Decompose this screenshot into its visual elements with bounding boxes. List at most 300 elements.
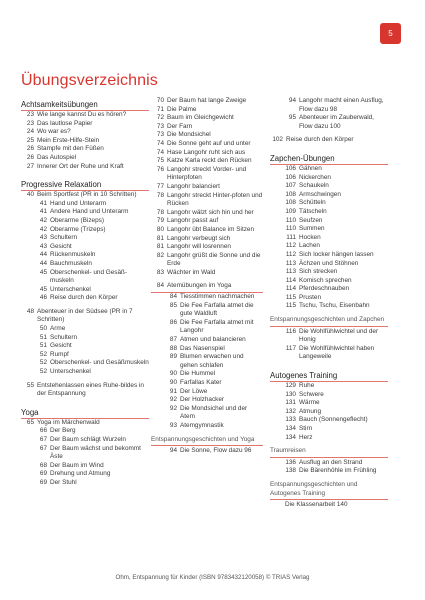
toc-entry [270,434,388,443]
toc-page-number: 67 [39,444,47,452]
toc-page-number: 78 [156,191,164,199]
toc-entry [270,136,388,145]
toc-page-number: 26 [26,153,34,161]
toc-page-number: 52 [39,350,47,358]
toc-page-number: 65 [26,418,34,426]
toc-entry [151,319,263,336]
toc-section-heading: Zapchen-Übungen [270,154,388,165]
toc-entry-title: Langohr balanciert [167,182,220,190]
toc-page-number: 95 [288,114,296,122]
toc-page-number: 110 [285,225,296,233]
toc-page-number: 73 [156,131,164,139]
toc-entry [270,165,388,174]
toc-entry-title: Abenteuer im Zauberwald, Flow dazu 100 [299,114,374,130]
toc-entry [151,282,263,293]
toc-page-number: 44 [39,259,47,267]
toc-page-number: 108 [285,190,296,198]
toc-entry-title: Die Sonne geht auf und unter [167,139,251,147]
toc-entry [270,251,388,260]
toc-page-number: 45 [39,268,47,276]
toc-entry [21,419,149,428]
toc-page-number: 134 [285,425,296,432]
toc-entry [151,166,263,183]
toc-page-number: 115 [285,302,296,310]
toc-entry [151,353,263,370]
toc-entry-title: Yoga im Märchenwald [37,418,100,426]
toc-entry-title: Tiesstimmen nachmachen [180,293,255,301]
toc-entry-title: Langohr grüßt die Sonne und die Erde [167,251,261,268]
toc-entry [151,217,263,226]
toc-page-number: 86 [169,318,177,326]
toc-entry-title: Sich strecken [299,268,338,276]
toc-spacer [270,362,388,367]
toc-page-number: 113 [285,259,296,267]
toc-page-number: 90 [169,370,177,378]
toc-entry-title: Schaukeln [299,182,329,190]
toc-entry-title: Der Berg [50,427,76,435]
toc-entry-title: Die Mondsichel [167,131,211,139]
toc-entry [270,199,388,208]
toc-page-number: 74 [156,139,164,147]
toc-page-number: 52 [39,359,47,367]
toc-page-number: 106 [285,173,296,181]
toc-page-number: 66 [39,427,47,435]
toc-entry-title: Oberschenkel- und Gesäßmuskeln [50,359,149,367]
toc-entry [151,243,263,252]
toc-entry-title: Schwere [299,390,324,398]
toc-entry [270,391,388,400]
toc-entry-title: Nickerchen [299,173,331,181]
toc-page-number: 81 [156,234,164,242]
toc-entry [21,120,149,129]
toc-entry-title: Der Stuhl [50,478,77,486]
toc-subgroup-heading: Entspannungsgeschichten und Yoga [151,436,263,447]
toc-entry [21,445,149,462]
toc-entry-title: Drehung und Atmung [50,470,111,478]
toc-entry-title: Der Baum im Wind [50,461,104,469]
toc-entry-title: Rückenmuskeln [50,251,96,259]
toc-page-number: 94 [288,97,296,104]
toc-entry-title: Langohr wälzt sich hin und her [167,208,254,216]
toc-page-number: 113 [285,268,296,276]
toc-page-number: 41 [39,199,47,207]
toc-entry [21,359,149,368]
toc-entry [21,154,149,163]
toc-entry [151,345,263,354]
toc-entry-title: Pferdeschnauben [299,285,350,293]
toc-entry-title: Atmung [299,407,322,415]
toc-entry-title: Die Fee Farfalla atmet mit Langohr [180,318,254,335]
toc-entry [151,183,263,192]
toc-page-number: 51 [39,342,47,350]
toc-entry-title: Langohr will losrennen [167,243,231,251]
footer-copyright: Ohm, Entspannung für Kinder (ISBN 9783432120058) © TRIAS Verlag [115,574,310,581]
toc-entry-title: Innerer Ort der Ruhe und Kraft [37,162,124,170]
toc-page-number: 112 [285,242,296,250]
toc-entry-title: Sich locker hängen lassen [299,250,374,258]
toc-entry-title: Tätscheln [299,207,327,215]
toc-page-number: 80 [156,225,164,233]
toc-page-number: 116 [285,327,296,335]
toc-entry-title: Abenteuer in der Südsee (PR in 7 Schritten) [37,307,133,324]
toc-entry [151,405,263,422]
toc-column-1 [21,97,149,488]
toc-section-heading: Autogenes Training [270,371,388,382]
toc-entry [151,226,263,235]
toc-entry [21,260,149,269]
toc-entry-title: Oberschenkel- und Gesäß-muskeln [50,268,128,285]
toc-page-number: 78 [156,208,164,216]
toc-entry-title: Die Sonne, Flow dazu 96 [180,447,252,455]
toc-entry [270,217,388,226]
toc-entry-title: Langohr macht einen Ausflug, Flow dazu 98 [299,97,384,113]
toc-page-number: 94 [169,447,177,455]
toc-page-number: 84 [169,293,177,301]
toc-entry-title: Atemgymnastik [180,421,224,429]
toc-entry [151,209,263,218]
toc-spacer [21,171,149,176]
toc-page-number: 115 [285,293,296,301]
toc-entry [21,226,149,235]
toc-entry [151,106,263,115]
toc-page-number: 42 [39,216,47,224]
toc-page-number: 90 [169,379,177,386]
toc-spacer [270,145,388,150]
toc-subgroup-heading: Traumreisen [270,447,388,458]
toc-page-number: 40 [26,191,34,199]
toc-page-number: 76 [156,165,164,173]
toc-entry [151,388,263,397]
toc-entry [270,399,388,408]
toc-entry-title: Stampfe mit den Füßen [37,145,104,153]
toc-entry [21,234,149,243]
toc-entry-title: Atmen und balancieren [180,336,246,344]
toc-entry [151,293,263,302]
toc-entry-title: Entstehenlassen eines Ruhe-bildes in der Entspannung [37,381,144,398]
toc-entry-title: Blumen erwachen und gehen schlafen [180,353,244,369]
toc-page-number: 89 [169,353,177,361]
toc-entry-title: Hand und Unterarm [50,199,107,207]
toc-page-number: 41 [39,208,47,216]
toc-entry [21,111,149,120]
toc-entry-title: Lachen [299,242,320,250]
toc-entry [270,182,388,191]
toc-page-number: 71 [156,105,164,113]
toc-column-2 [151,97,263,456]
toc-entry-title: Hase Langohr ruht sich aus [167,148,246,156]
toc-entry [151,422,263,431]
toc-entry [270,242,388,251]
toc-entry [270,285,388,294]
toc-entry [270,174,388,183]
toc-entry-title: Oberarme (Bizeps) [50,216,104,224]
toc-entry-title: Reise durch den Körper [50,294,118,302]
toc-entry-title: Der Baum hat lange Zweige [167,97,247,104]
toc-entry [21,163,149,172]
toc-entry-title: Schütteln [299,199,326,207]
toc-entry-title: Oberarme (Trizeps) [50,225,106,233]
toc-entry [21,137,149,146]
toc-entry [151,269,263,278]
toc-entry-title: Tschu, Tschu, Eisenbahn [299,302,370,310]
toc-entry [21,269,149,286]
toc-entry-title: Mein Erste-Hilfe-Stein [37,136,100,144]
toc-page-number: 24 [26,128,34,136]
toc-entry [270,425,388,434]
toc-entry-title: Langohr übt Balance im Sitzen [167,225,255,233]
toc-entry-title: Ächzen und Stöhnen [299,259,359,267]
toc-entry [21,128,149,137]
toc-page-number: 136 [285,458,296,466]
toc-entry-title: Schultern [50,234,77,242]
toc-page-number: 45 [39,285,47,293]
toc-entry [270,345,388,362]
toc-entry: Die Klassenarbeit 140 [285,501,348,509]
toc-page-number: 73 [156,122,164,130]
toc-subgroup-heading: Entspannungsgeschichten und Zapchen [270,316,388,327]
toc-entry [270,208,388,217]
toc-page-number: 27 [26,162,34,170]
toc-page-number: 82 [156,251,164,259]
toc-entry-title: Seufzen [299,216,323,224]
toc-entry-title: Das Autospiel [37,153,77,161]
toc-entry-title: Komisch sprechen [299,276,352,284]
toc-entry [21,191,149,200]
toc-page-number: 75 [156,157,164,165]
toc-entry [270,234,388,243]
toc-entry [151,114,263,123]
toc-entry [151,157,263,166]
toc-entry-title: Gesicht [50,342,72,350]
toc-page-number: 129 [285,382,296,390]
toc-entry [151,149,263,158]
toc-entry [270,467,388,476]
toc-entry [151,336,263,345]
toc-entry [270,408,388,417]
toc-entry [270,459,388,468]
toc-entry [21,470,149,479]
toc-page-number: 85 [169,301,177,309]
toc-page-number: 93 [169,421,177,429]
toc-entry [21,286,149,295]
toc-entry [270,416,388,425]
toc-entry-title: Hocken [299,233,321,241]
toc-entry-title: Wärme [299,399,320,407]
toc-page-number: 72 [156,114,164,122]
toc-entry-title: Wächter im Wald [167,268,216,276]
toc-entry-title: Ruhe [299,382,315,390]
toc-page-number: 46 [39,294,47,302]
toc-page-number: 117 [285,344,296,352]
toc-entry [270,114,388,131]
toc-page-number: 69 [39,478,47,486]
toc-entry-title: Der Baum wächst und bekommt Äste [50,444,141,461]
toc-entry-title: Summen [299,225,325,233]
toc-page-number: 131 [285,399,296,407]
toc-page-number: 43 [39,234,47,242]
toc-entry-title: Baum im Gleichgewicht [167,114,234,122]
toc-entry-title: Die Bärenhöhle im Frühling [299,467,377,475]
toc-page-number: 42 [39,225,47,233]
toc-entry-title: Der Löwe [180,387,208,395]
toc-page-number: 50 [39,325,47,333]
page-number-badge: 5 [380,23,401,44]
toc-entry [21,325,149,334]
toc-page-number: 106 [285,164,296,172]
toc-entry-title: Wie lange kannst Du es hören? [37,111,127,118]
toc-entry [21,462,149,471]
toc-page-number: 48 [26,307,34,315]
toc-page-number: 70 [156,97,164,104]
toc-entry [270,268,388,277]
toc-page-number: 81 [156,243,164,251]
toc-page-number: 69 [39,470,47,478]
toc-entry-title: Das lautlose Papier [37,119,93,127]
toc-entry-title: Armschwingen [299,190,341,198]
toc-entry [151,140,263,149]
toc-entry [21,308,149,325]
toc-entry [151,379,263,388]
toc-entry-title: Arme [50,325,66,333]
toc-entry-title: Die Wohlfühlwichtel und der Honig [299,327,379,344]
toc-section-heading: Achtsamkeitsübungen [21,100,149,111]
toc-entry [270,191,388,200]
toc-page-number: 138 [285,467,296,475]
toc-page-number: 77 [156,182,164,190]
toc-page-number: 52 [39,368,47,376]
page-title: Übungsverzeichnis [21,72,158,89]
toc-entry [151,370,263,379]
toc-entry [270,225,388,234]
toc-page-number: 74 [156,148,164,156]
toc-page-number: 44 [39,251,47,259]
toc-page-number: 43 [39,242,47,250]
toc-entry-title: Gesicht [50,242,72,250]
toc-entry [21,334,149,343]
toc-entry-title: Die Hummel [180,370,216,378]
toc-entry [270,260,388,269]
toc-entry [151,235,263,244]
toc-entry-title: Schultern [50,333,77,341]
toc-entry [21,436,149,445]
toc-entry [151,192,263,209]
toc-entry [21,427,149,436]
toc-entry [21,342,149,351]
toc-section-heading: Progressive Relaxation [21,180,149,191]
toc-entry-title: Katze Karla reckt den Rücken [167,157,252,165]
toc-page-number: 79 [156,217,164,225]
toc-entry-title: Der Baum schlägt Wurzeln [50,436,126,443]
toc-entry [270,277,388,286]
toc-entry [151,252,263,269]
toc-entry [21,145,149,154]
toc-page-number: 51 [39,333,47,341]
toc-page-number: 110 [285,216,296,224]
toc-page-number: 134 [285,433,296,441]
toc-entry-title: Bauch (Sonnengeflecht) [299,416,368,424]
toc-page-number: 67 [39,436,47,443]
toc-entry-title: Die Mondsichel und der Atem [180,404,248,421]
toc-page-number: 23 [26,111,34,118]
toc-spacer [21,399,149,404]
toc-entry-title: Langohr passt auf [167,217,219,225]
toc-entry [21,200,149,209]
toc-entry [21,294,149,303]
toc-entry-title: Bauchmuskeln [50,259,92,267]
toc-entry [270,328,388,345]
toc-entry [21,217,149,226]
toc-entry-title: Unterschenkel [50,285,91,293]
toc-entry [21,243,149,252]
toc-entry-title: Die Wohlfühlwichtel haben Langeweile [299,344,375,361]
toc-entry-title: Reise durch den Körper [286,136,354,144]
toc-entry [151,396,263,405]
toc-entry-title: Langohr verbeugt sich [167,234,231,242]
toc-page-number: 84 [156,282,164,290]
toc-page-number: 114 [285,285,296,293]
toc-subgroup-heading: Entspannungsgeschichten und Autogenes Training [270,481,388,500]
toc-entry [270,294,388,303]
toc-page-number: 88 [169,344,177,352]
toc-entry-title: Ausflug an den Strand [299,458,363,466]
toc-page-number: 91 [169,387,177,395]
toc-column-3 [270,97,388,510]
toc-entry-title: Atemübungen im Yoga [167,282,232,290]
toc-entry-title: Stirn [299,425,313,432]
toc-entry [151,131,263,140]
toc-entry-title: Langohr streckt Vorder- und Hinterpfoten [167,165,247,182]
toc-entry-title: Rumpf [50,350,69,358]
toc-page-number: 26 [26,145,34,153]
toc-entry [21,368,149,377]
toc-entry-title: Die Fee Farfalla atmet die gute Waldluft [180,301,254,318]
toc-entry-title: Beim Sportfest (PR in 10 Schritten) [37,191,137,199]
toc-entry [21,479,149,488]
toc-page-number: 133 [285,416,296,424]
toc-section-heading: Yoga [21,408,149,419]
toc-entry [21,251,149,260]
toc-page-number: 83 [156,268,164,276]
toc-page-number: 112 [285,250,296,258]
toc-entry-title: Herz [299,433,313,441]
toc-entry-title: Unterschenkel [50,368,91,376]
toc-entry [21,351,149,360]
toc-entry-title: Das Nasenspiel [180,344,225,352]
toc-entry [21,382,149,399]
toc-page-number: 111 [286,233,296,241]
toc-page-number: 130 [285,390,296,398]
toc-entry [270,302,388,311]
toc-entry-title: Langohr streckt Hinter-pfoten und Rücken [167,191,263,208]
toc-entry [151,123,263,132]
toc-entry-title: Gähnen [299,164,322,172]
toc-page-number: 102 [272,136,283,144]
toc-page-number: 25 [26,136,34,144]
toc-page-number: 23 [26,119,34,127]
toc-page-number: 107 [285,182,296,190]
toc-page-number: 109 [285,207,296,215]
toc-entry-title: Der Holzhacker [180,396,225,404]
toc-entry-title: Die Palme [167,105,197,113]
toc-entry [151,97,263,106]
toc-entry-title: Prusten [299,293,322,301]
toc-entry [270,97,388,114]
toc-entry [151,447,263,456]
toc-entry-title: Farfallas Kater [180,379,222,386]
toc-entry [21,208,149,217]
toc-entry [151,302,263,319]
toc-page-number: 55 [26,381,34,389]
